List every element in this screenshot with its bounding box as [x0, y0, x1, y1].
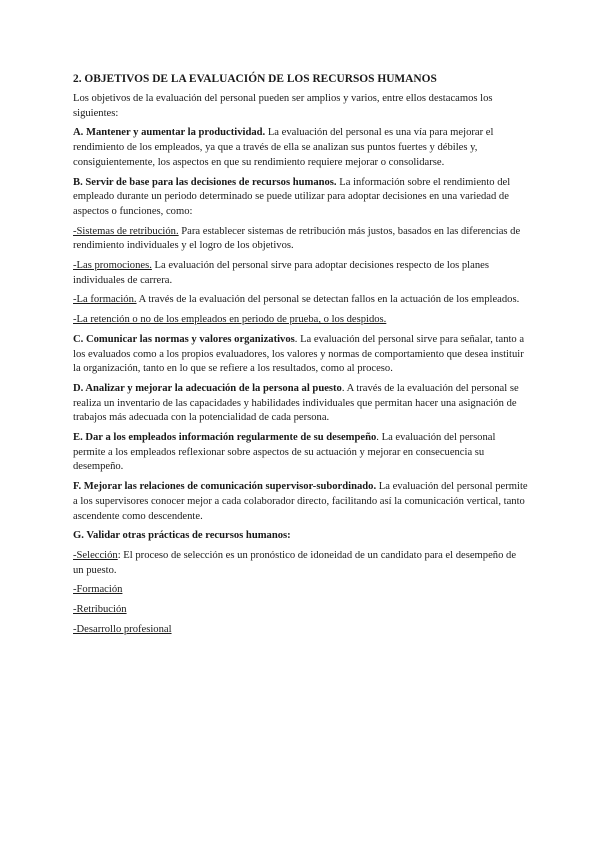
list-item	[73, 259, 528, 288]
objective-d	[73, 382, 528, 426]
objective-e	[73, 431, 528, 475]
list-item-text: Para establecer sistemas de retribución más justos, basados en las diferencias de rendimiento individuales y el logro de los objetivos.	[73, 225, 521, 252]
list-item	[73, 623, 528, 638]
objective-e-text: . La evaluación del personal permite a los empleados reflexionar sobre aspectos de su actuación y mejorar en consecuencia su desempeño.	[73, 432, 496, 473]
list-item	[73, 225, 528, 254]
list-item-label: -La retención o no de los empleados en periodo de prueba, o los despidos.	[73, 314, 387, 326]
intro-paragraph: Los objetivos de la evaluación del personal pueden ser amplios y varios, entre ellos destacamos los siguientes:	[73, 93, 493, 119]
objective-f-title: F. Mejorar las relaciones de comunicación supervisor-subordinado.	[73, 481, 377, 493]
list-item	[73, 293, 528, 308]
list-item-text: La evaluación del personal sirve para adoptar decisiones respecto de los planes individuales de carrera.	[73, 260, 489, 286]
objective-c-title: C. Comunicar las normas y valores organizativos	[73, 333, 295, 345]
objective-c-text: . La evaluación del personal sirve para señalar, tanto a los evaluados como a los propios evaluadores, los valores y normas de comportamiento que desea instituir la organización, tanto en lo que se refiere a los resultados, como al proceso.	[73, 333, 525, 375]
list-item-label: -Retribución	[73, 604, 127, 616]
list-item-text: : El proceso de selección es un pronóstico de idoneidad de un candidato para el desempeño de un puesto.	[73, 549, 517, 576]
objective-f-text: La evaluación del personal permite a los supervisores conocer mejor a cada colaborador directo, facilitando así la comunicación vertical, tanto ascendente como descendente.	[73, 481, 528, 522]
objective-b-text: La información sobre el rendimiento del empleado durante un periodo determinado se puede utilizar para adoptar decisiones en una variedad de aspectos o funciones, como:	[73, 176, 511, 217]
objective-e-title: E. Dar a los empleados información regularmente de su desempeño	[73, 432, 377, 444]
objective-d-text: . A través de la evaluación del personal se realiza un inventario de las capacidades y habilidades individuales que permitan hacer una asignación de trabajos más adecuada con la potencialidad de cada persona.	[73, 382, 519, 424]
list-item	[73, 583, 528, 598]
list-item-label: -Desarrollo profesional	[73, 623, 172, 635]
objective-f	[73, 480, 528, 524]
objective-b	[73, 176, 528, 220]
objective-c	[73, 333, 528, 377]
list-item	[73, 313, 528, 328]
objective-a-title: A. Mantener y aumentar la productividad.	[73, 127, 266, 139]
list-item-label: -Selección	[73, 549, 118, 561]
objective-a-text: La evaluación del personal es una vía para mejorar el rendimiento de los empleados, ya que a través de ella se analizan sus puntos fuertes y débiles y, consiguientemente, los aspectos en que su rendimiento requiere mejorar o consolidarse.	[73, 127, 494, 168]
list-item-label: -La formación.	[73, 294, 137, 306]
list-item-label: -Sistemas de retribución.	[73, 225, 179, 237]
list-item-label: -Las promociones.	[73, 260, 152, 272]
document-page	[73, 72, 528, 643]
objective-d-title: D. Analizar y mejorar la adecuación de la persona al puesto	[73, 382, 342, 394]
objective-a	[73, 126, 528, 170]
objective-b-title: B. Servir de base para las decisiones de recursos humanos.	[73, 176, 337, 188]
list-item-label: -Formación	[73, 584, 123, 596]
list-item	[73, 603, 528, 618]
section-heading: 2. OBJETIVOS DE LA EVALUACIÓN DE LOS RECURSOS HUMANOS	[73, 73, 437, 85]
list-item-text: A través de la evaluación del personal se detectan fallos en la actuación de los empleados.	[136, 294, 520, 306]
objective-g-title: G. Validar otras prácticas de recursos humanos:	[73, 530, 291, 542]
objective-g	[73, 529, 528, 544]
list-item	[73, 549, 528, 578]
